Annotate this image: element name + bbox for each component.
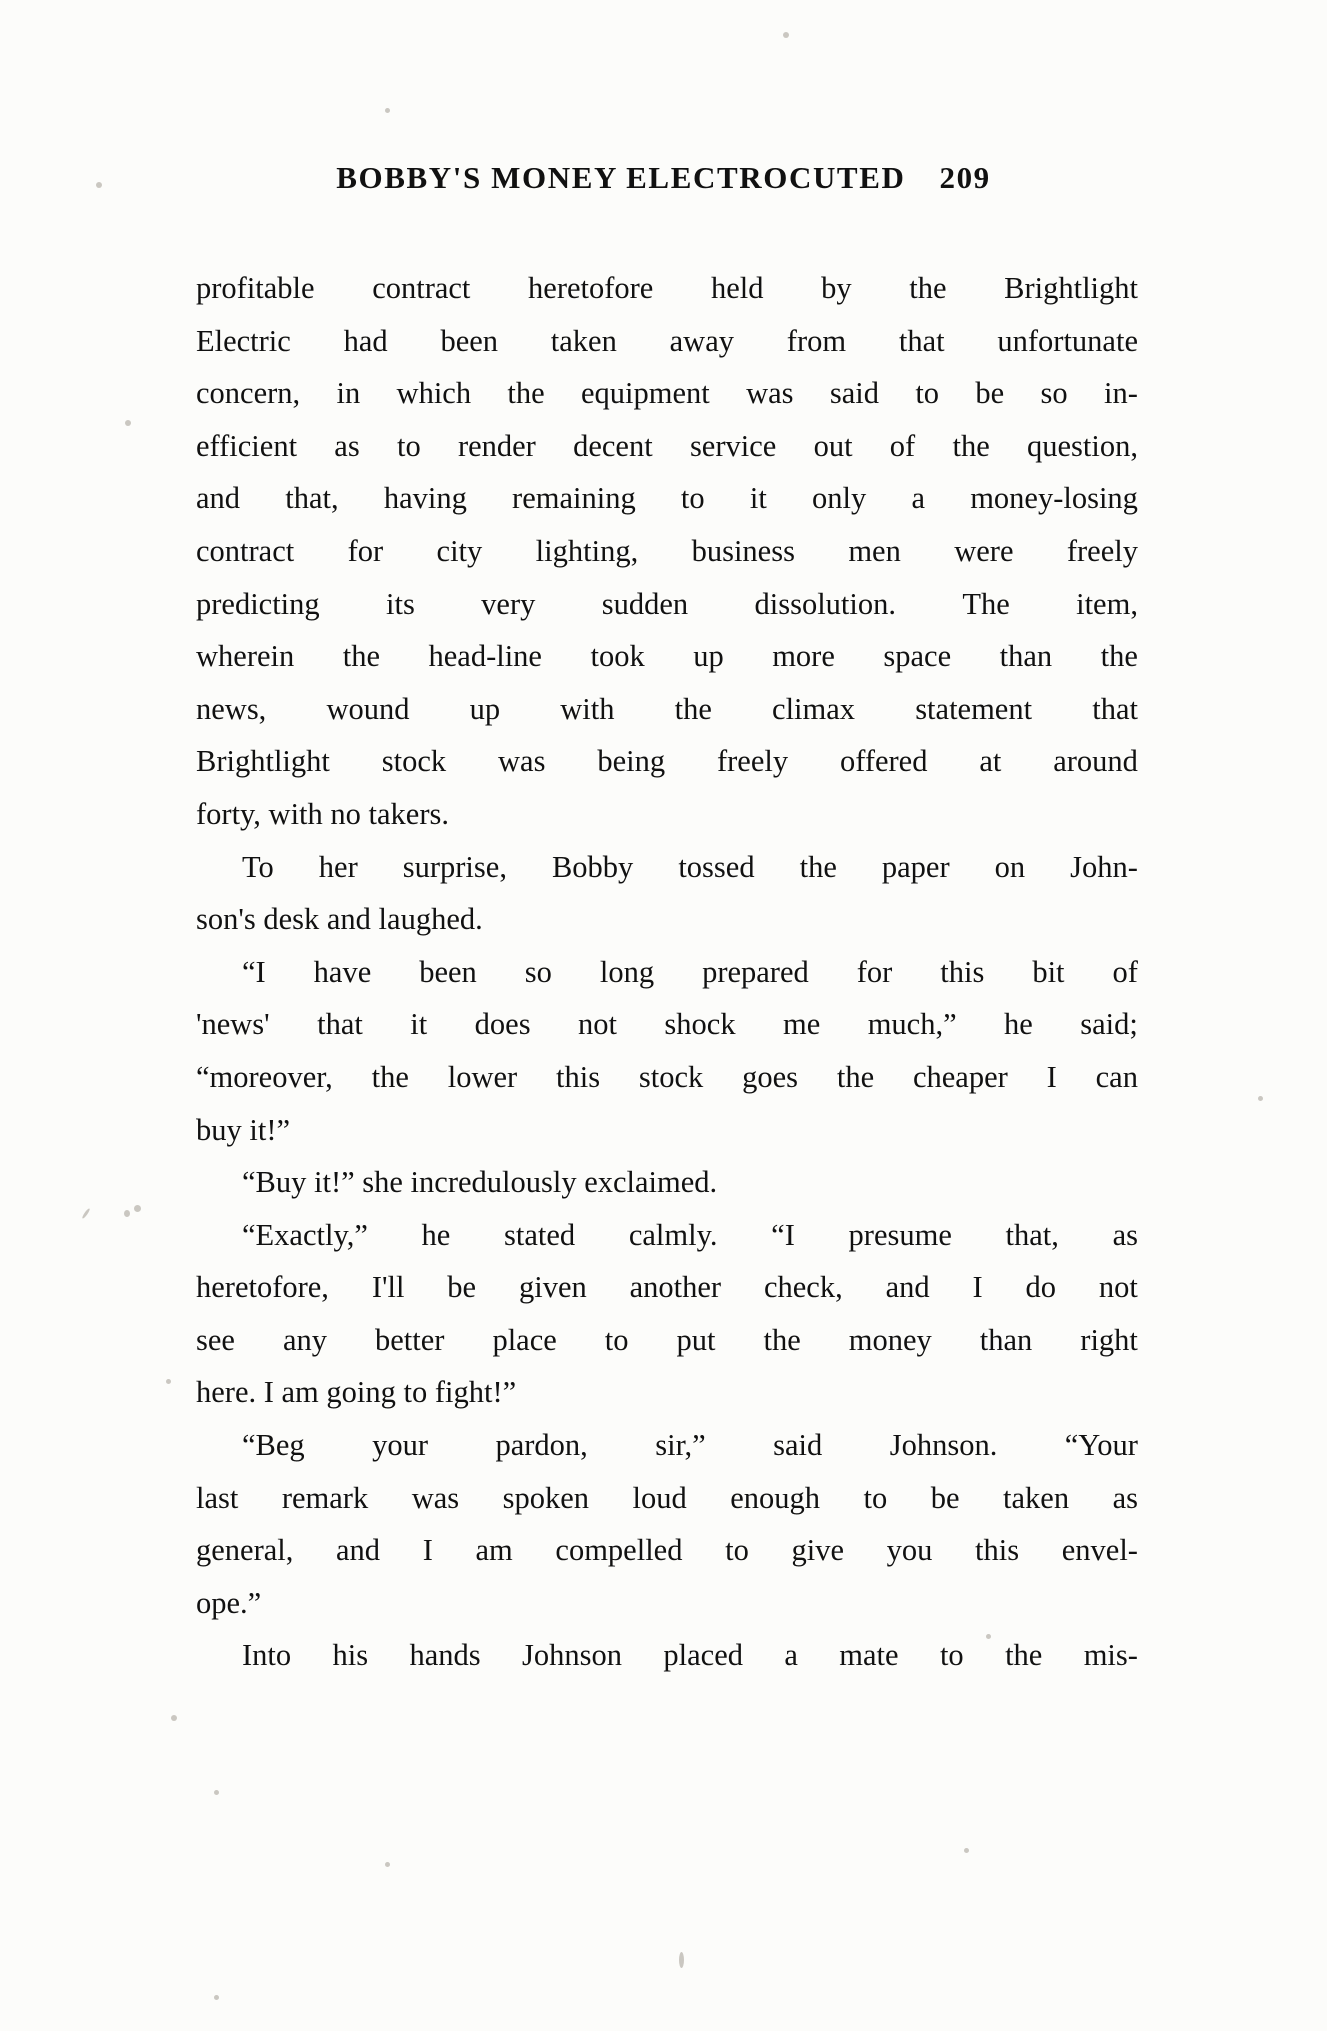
word: so bbox=[1040, 376, 1068, 411]
word: contract bbox=[372, 271, 471, 305]
word: was bbox=[411, 1480, 460, 1515]
word: compelled bbox=[555, 1533, 683, 1568]
text-line bbox=[196, 1209, 1138, 1262]
word: with bbox=[560, 691, 615, 726]
word: me bbox=[783, 1007, 821, 1042]
word: to bbox=[915, 376, 940, 411]
word: freely bbox=[716, 744, 789, 779]
word: from bbox=[786, 323, 847, 358]
word: and bbox=[885, 1270, 930, 1305]
word: does bbox=[474, 1007, 531, 1042]
word: given bbox=[518, 1270, 587, 1305]
word: your bbox=[372, 1428, 429, 1463]
word: stock bbox=[638, 1059, 704, 1094]
paper-speck bbox=[166, 1379, 171, 1384]
word: for bbox=[347, 533, 384, 568]
word: and bbox=[336, 1533, 381, 1568]
word: Brightlight bbox=[196, 744, 330, 779]
word: the bbox=[371, 1059, 409, 1094]
word: “I bbox=[771, 1217, 795, 1252]
word: up bbox=[693, 639, 724, 674]
word: her bbox=[318, 849, 358, 884]
word: efficient bbox=[196, 428, 298, 463]
text-line bbox=[196, 1051, 1138, 1104]
word: been bbox=[440, 323, 499, 358]
word: Brightlight bbox=[1004, 271, 1138, 305]
paper-speck bbox=[81, 1208, 90, 1220]
word: am bbox=[475, 1533, 513, 1568]
word: remark bbox=[281, 1480, 369, 1515]
word: John- bbox=[1070, 849, 1138, 884]
paper-speck bbox=[385, 1862, 390, 1867]
word: took bbox=[590, 639, 645, 674]
text-line bbox=[196, 262, 1138, 315]
word: stock bbox=[381, 744, 447, 779]
word: were bbox=[954, 533, 1014, 568]
word: sir,” bbox=[655, 1428, 706, 1463]
word: Bobby bbox=[551, 849, 634, 884]
word: as bbox=[334, 428, 360, 463]
word: stated bbox=[504, 1217, 576, 1252]
word: this bbox=[940, 954, 985, 989]
word: was bbox=[746, 376, 794, 411]
paragraph bbox=[196, 1629, 1138, 1682]
word: I bbox=[422, 1533, 433, 1568]
text-line bbox=[196, 1524, 1138, 1577]
word: the bbox=[1100, 639, 1138, 674]
word: mate bbox=[839, 1638, 899, 1673]
word: taken bbox=[1003, 1480, 1070, 1515]
word: money bbox=[848, 1322, 932, 1357]
word: that, bbox=[285, 481, 339, 516]
word: statement bbox=[915, 691, 1033, 726]
word: wound bbox=[326, 691, 410, 726]
word: not bbox=[578, 1007, 617, 1042]
word: be bbox=[975, 376, 1005, 411]
word: it bbox=[749, 481, 767, 516]
word: paper bbox=[881, 849, 950, 884]
paragraph bbox=[196, 841, 1138, 946]
word: wherein bbox=[196, 639, 295, 674]
word: men bbox=[848, 533, 901, 568]
word: pardon, bbox=[495, 1428, 588, 1463]
paragraph bbox=[196, 1419, 1138, 1629]
word: surprise, bbox=[402, 849, 507, 884]
word: see bbox=[196, 1322, 235, 1357]
text-line bbox=[196, 1261, 1138, 1314]
word: be bbox=[447, 1270, 477, 1305]
word: “Your bbox=[1064, 1428, 1138, 1463]
text-line bbox=[196, 472, 1138, 525]
text-line bbox=[196, 841, 1138, 894]
word: shock bbox=[664, 1007, 736, 1042]
text-line bbox=[196, 683, 1138, 736]
word: not bbox=[1098, 1270, 1138, 1305]
word: service bbox=[689, 428, 777, 463]
word: than bbox=[979, 1322, 1033, 1357]
word: the bbox=[674, 691, 712, 726]
word: out bbox=[813, 428, 853, 463]
text-line bbox=[196, 578, 1138, 631]
body-text bbox=[196, 262, 1138, 1682]
word: city bbox=[436, 533, 483, 568]
text-line bbox=[196, 525, 1138, 578]
text-line bbox=[196, 367, 1138, 420]
text-line: “Buy it!” she incredulously exclaimed. bbox=[242, 1165, 718, 1200]
word: the bbox=[909, 271, 947, 305]
word: head-line bbox=[428, 639, 542, 674]
word: Electric bbox=[196, 323, 291, 358]
word: contract bbox=[196, 533, 295, 568]
word: do bbox=[1025, 1270, 1057, 1305]
word: he bbox=[421, 1217, 451, 1252]
word: heretofore bbox=[528, 271, 654, 305]
word: have bbox=[313, 954, 372, 989]
word: the bbox=[799, 849, 837, 884]
word: said bbox=[773, 1428, 823, 1463]
word: climax bbox=[772, 691, 856, 726]
text-line bbox=[196, 1472, 1138, 1525]
word: more bbox=[772, 639, 835, 674]
word: than bbox=[999, 639, 1053, 674]
text-line bbox=[196, 735, 1138, 788]
word: goes bbox=[742, 1059, 799, 1094]
word: decent bbox=[573, 428, 653, 463]
word: To bbox=[242, 849, 274, 884]
text-line: son's desk and laughed. bbox=[196, 902, 483, 937]
text-line: here. I am going to fight!” bbox=[196, 1375, 517, 1410]
word: presume bbox=[848, 1217, 952, 1252]
word: to bbox=[396, 428, 421, 463]
word: item, bbox=[1076, 586, 1138, 621]
word: to bbox=[604, 1322, 629, 1357]
word: sudden bbox=[601, 586, 689, 621]
word: heretofore, bbox=[196, 1270, 329, 1305]
word: Johnson bbox=[522, 1638, 623, 1673]
word: “Beg bbox=[242, 1428, 305, 1463]
word: taken bbox=[550, 323, 617, 358]
word: lighting, bbox=[535, 533, 639, 568]
word: away bbox=[669, 323, 734, 358]
word: The bbox=[962, 586, 1010, 621]
word: in- bbox=[1103, 376, 1138, 411]
word: placed bbox=[663, 1638, 743, 1673]
word: its bbox=[386, 586, 415, 621]
word: equipment bbox=[581, 376, 710, 411]
text-line bbox=[196, 946, 1138, 999]
word: better bbox=[375, 1322, 445, 1357]
word: so bbox=[524, 954, 552, 989]
word: this bbox=[975, 1533, 1020, 1568]
paper-speck bbox=[1258, 1096, 1263, 1101]
word: check, bbox=[763, 1270, 843, 1305]
word: for bbox=[856, 954, 893, 989]
paper-speck bbox=[679, 1952, 684, 1968]
word: bit bbox=[1032, 954, 1065, 989]
word: cheaper bbox=[912, 1059, 1008, 1094]
word: of bbox=[1112, 954, 1138, 989]
word: only bbox=[812, 481, 867, 516]
word: envel- bbox=[1061, 1533, 1138, 1568]
word: held bbox=[710, 271, 764, 305]
word: tossed bbox=[678, 849, 755, 884]
word: as bbox=[1112, 1217, 1138, 1252]
word: by bbox=[821, 271, 852, 305]
word: I bbox=[1046, 1059, 1057, 1094]
word: which bbox=[396, 376, 472, 411]
word: his bbox=[332, 1638, 369, 1673]
word: “moreover, bbox=[196, 1059, 333, 1094]
word: lower bbox=[447, 1059, 518, 1094]
word: said; bbox=[1080, 1007, 1138, 1042]
word: right bbox=[1080, 1322, 1138, 1357]
word: long bbox=[599, 954, 655, 989]
text-line bbox=[196, 630, 1138, 683]
word: calmly. bbox=[628, 1217, 718, 1252]
word: Into bbox=[242, 1638, 292, 1673]
word: the bbox=[763, 1322, 801, 1357]
word: to bbox=[939, 1638, 964, 1673]
word: the bbox=[1005, 1638, 1043, 1673]
page-title: BOBBY'S MONEY ELECTROCUTED bbox=[336, 160, 906, 195]
word: that bbox=[1092, 691, 1138, 726]
word: up bbox=[469, 691, 501, 726]
word: put bbox=[676, 1322, 716, 1357]
word: remaining bbox=[512, 481, 636, 516]
word: having bbox=[383, 481, 467, 516]
word: this bbox=[556, 1059, 601, 1094]
word: being bbox=[597, 744, 666, 779]
word: to bbox=[725, 1533, 749, 1568]
text-line: ope.” bbox=[196, 1585, 262, 1620]
paragraph bbox=[196, 946, 1138, 1156]
text-line bbox=[196, 1419, 1138, 1472]
text-line bbox=[196, 998, 1138, 1051]
word: was bbox=[498, 744, 546, 779]
word: as bbox=[1112, 1480, 1138, 1515]
word: business bbox=[691, 533, 795, 568]
paper-speck bbox=[171, 1715, 177, 1721]
word: hands bbox=[409, 1638, 481, 1673]
page-number: 209 bbox=[939, 160, 991, 195]
paragraph bbox=[196, 1209, 1138, 1419]
text-line: forty, with no takers. bbox=[196, 796, 449, 831]
word: it bbox=[410, 1007, 428, 1042]
word: that, bbox=[1005, 1217, 1059, 1252]
word: news, bbox=[196, 691, 267, 726]
text-line: buy it!” bbox=[196, 1112, 291, 1147]
word: had bbox=[343, 323, 388, 358]
paper-speck bbox=[214, 1995, 219, 2000]
paper-speck bbox=[125, 420, 131, 426]
word: question, bbox=[1026, 428, 1138, 463]
paper-speck bbox=[214, 1790, 219, 1795]
word: enough bbox=[730, 1480, 821, 1515]
word: “Exactly,” bbox=[242, 1217, 368, 1252]
word: concern, bbox=[196, 376, 301, 411]
word: be bbox=[930, 1480, 960, 1515]
paragraph bbox=[196, 262, 1138, 841]
word: “I bbox=[242, 954, 266, 989]
word: mis- bbox=[1083, 1638, 1138, 1673]
word: I'll bbox=[371, 1270, 405, 1305]
word: very bbox=[481, 586, 536, 621]
text-line bbox=[196, 1314, 1138, 1367]
word: prepared bbox=[702, 954, 809, 989]
paper-speck bbox=[385, 108, 390, 113]
paper-speck bbox=[964, 1848, 969, 1853]
word: he bbox=[1004, 1007, 1033, 1042]
text-line bbox=[196, 420, 1138, 473]
word: the bbox=[836, 1059, 875, 1094]
word: 'news' bbox=[196, 1007, 270, 1042]
running-header bbox=[0, 160, 1327, 196]
word: the bbox=[507, 376, 545, 411]
word: said bbox=[829, 376, 879, 411]
word: can bbox=[1095, 1059, 1138, 1094]
word: predicting bbox=[196, 586, 320, 621]
word: give bbox=[791, 1533, 844, 1568]
word: a bbox=[911, 481, 925, 516]
text-line bbox=[196, 1629, 1138, 1682]
word: that bbox=[317, 1007, 363, 1042]
word: of bbox=[889, 428, 916, 463]
word: freely bbox=[1066, 533, 1138, 568]
word: place bbox=[492, 1322, 557, 1357]
word: render bbox=[457, 428, 536, 463]
word: loud bbox=[632, 1480, 687, 1515]
word: offered bbox=[839, 744, 928, 779]
word: dissolution. bbox=[754, 586, 896, 621]
word: spoken bbox=[502, 1480, 590, 1515]
paper-speck bbox=[783, 32, 789, 38]
paragraph bbox=[196, 1156, 1138, 1209]
word: money-losing bbox=[970, 481, 1138, 516]
word: and bbox=[196, 481, 241, 516]
word: around bbox=[1053, 744, 1138, 779]
word: a bbox=[784, 1638, 798, 1673]
word: on bbox=[994, 849, 1026, 884]
word: at bbox=[979, 744, 1002, 779]
paper-speck bbox=[134, 1205, 141, 1212]
word: profitable bbox=[196, 271, 315, 305]
word: to bbox=[680, 481, 705, 516]
word: you bbox=[886, 1533, 933, 1568]
word: general, bbox=[196, 1533, 294, 1568]
word: the bbox=[952, 428, 990, 463]
word: been bbox=[419, 954, 477, 989]
word: any bbox=[282, 1322, 327, 1357]
word: to bbox=[863, 1480, 888, 1515]
word: in bbox=[336, 376, 361, 411]
word: last bbox=[196, 1480, 239, 1515]
word: Johnson. bbox=[889, 1428, 998, 1463]
word: the bbox=[342, 639, 380, 674]
word: much,” bbox=[867, 1007, 957, 1042]
paper-speck bbox=[124, 1210, 130, 1217]
word: I bbox=[972, 1270, 983, 1305]
word: another bbox=[629, 1270, 722, 1305]
word: space bbox=[883, 639, 952, 674]
word: unfortunate bbox=[997, 323, 1138, 358]
text-line bbox=[196, 315, 1138, 368]
word: that bbox=[898, 323, 945, 358]
